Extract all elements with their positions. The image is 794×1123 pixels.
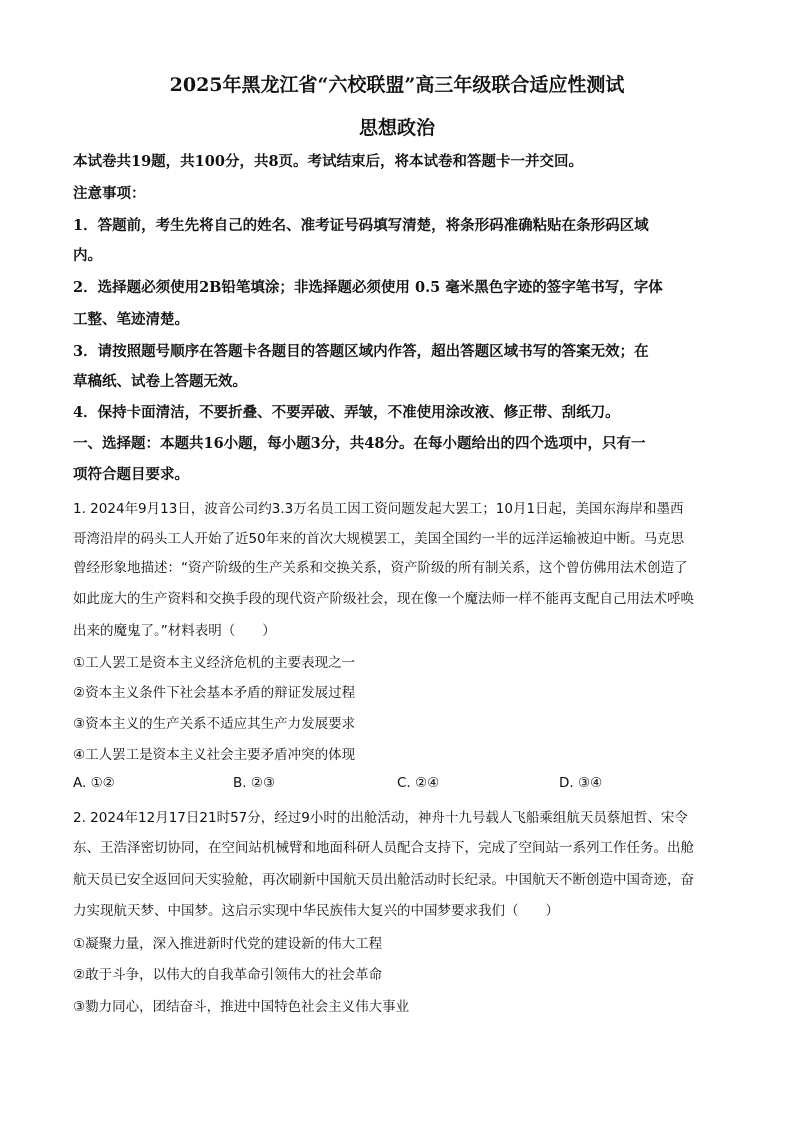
q1-statement-4: ④工人罢工是资本主义社会主要矛盾冲突的体现 <box>73 747 356 763</box>
q1-stem-line: 如此庞大的生产资料和交换手段的现代资产阶级社会，现在像一个魔法师一样不能再支配自己用法术呼唤 <box>73 591 694 607</box>
q2-stem-line: 东、王浩泽密切协同，在空间站机械臂和地面科研人员配合支持下，完成了空间站一系列工作任务。出舱 <box>73 840 694 856</box>
section-heading-cont: 项符合题目要求。 <box>73 466 189 483</box>
notice-item-1-cont: 内。 <box>73 247 102 264</box>
q1-stem-line: 曾经形象地描述：“资产阶级的生产关系和交换关系，资产阶级的所有制关系，这个曾仿佛用法术创造了 <box>73 560 688 576</box>
q1-stem-line: 出来的魔鬼了。”材料表明（ ） <box>73 623 276 639</box>
q2-stem-line: 2. 2024年12月17日21时57分，经过9小时的出舱活动，神舟十九号载人飞船乘组航天员蔡旭哲、宋令 <box>73 810 688 826</box>
q1-stem-line: 哥湾沿岸的码头工人开始了近50年来的首次大规模罢工，美国全国约一半的远洋运输被迫中断。马克思 <box>73 531 685 547</box>
q1-option-c: C. ②④ <box>397 775 440 791</box>
q1-option-a: A. ①② <box>73 775 115 791</box>
notice-item-4: 4．保持卡面清洁，不要折叠、不要弄破、弄皱，不准使用涂改液、修正带、刮纸刀。 <box>73 404 620 421</box>
notice-item-1: 1．答题前，考生先将自己的姓名、准考证号码填写清楚，将条形码准确粘贴在条形码区域 <box>73 217 649 234</box>
notice-item-3: 3．请按照题号顺序在答题卡各题目的答题区域内作答，超出答题区域书写的答案无效；在 <box>73 343 649 360</box>
exam-title: 2025年黑龙江省“六校联盟”高三年级联合适应性测试 <box>169 74 625 96</box>
q1-statement-3: ③资本主义的生产关系不适应其生产力发展要求 <box>73 716 356 732</box>
q2-stem-line: 力实现航天梦、中国梦。这启示实现中华民族伟大复兴的中国梦要求我们（ ） <box>73 903 559 919</box>
q1-statement-1: ①工人罢工是资本主义经济危机的主要表现之一 <box>73 655 356 671</box>
q2-stem-line: 航天员已安全返回问天实验舱，再次刷新中国航天员出舱活动时长纪录。中国航天不断创造中国奇迹，奋 <box>73 872 694 888</box>
q1-option-d: D. ③④ <box>559 775 603 791</box>
exam-summary: 本试卷共19题，共100分，共8页。考试结束后，将本试卷和答题卡一并交回。 <box>73 153 584 170</box>
q1-stem-line: 1. 2024年9月13日，波音公司约3.3万名员工因工资问题发起大罢工；10月1日起，美国东海岸和墨西 <box>73 501 684 517</box>
q1-statement-2: ②资本主义条件下社会基本矛盾的辩证发展过程 <box>73 685 356 701</box>
section-heading: 一、选择题：本题共16小题，每小题3分，共48分。在每小题给出的四个选项中，只有一 <box>73 435 646 452</box>
notice-item-2-cont: 工整、笔迹清楚。 <box>73 311 189 328</box>
notice-heading: 注意事项： <box>73 185 146 202</box>
notice-item-2: 2．选择题必须使用2B铅笔填涂；非选择题必须使用 0.5 毫米黑色字迹的签字笔书写，字体 <box>73 279 663 296</box>
notice-item-3-cont: 草稿纸、试卷上答题无效。 <box>73 373 247 390</box>
q2-statement-3: ③勠力同心，团结奋斗，推进中国特色社会主义伟大事业 <box>73 999 410 1015</box>
q1-option-b: B. ②③ <box>233 775 276 791</box>
exam-subject: 思想政治 <box>358 117 435 139</box>
q2-statement-2: ②敢于斗争，以伟大的自我革命引领伟大的社会革命 <box>73 967 383 983</box>
q2-statement-1: ①凝聚力量，深入推进新时代党的建设新的伟大工程 <box>73 936 383 952</box>
